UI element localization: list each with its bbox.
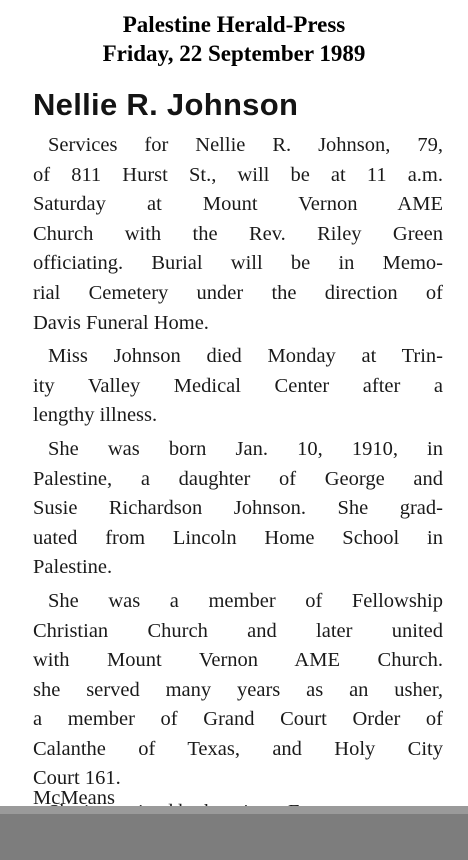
article-line: lengthy illness.: [33, 404, 158, 427]
article-line: She was born Jan. 10, 1910, in: [48, 437, 443, 460]
article-line: Palestine, a daughter of George and: [33, 467, 443, 490]
article-line: Susie Richardson Johnson. She grad-: [33, 497, 443, 520]
article-line: She was a member of Fellowship: [48, 589, 443, 612]
article-line: with Mount Vernon AME Church.: [33, 649, 443, 672]
publication-date: Friday, 22 September 1989: [102, 41, 366, 66]
article-line: Calanthe of Texas, and Holy City: [33, 737, 443, 760]
article-line: rial Cemetery under the direction of: [33, 281, 443, 304]
article-body: [33, 131, 443, 832]
masthead: [0, 10, 468, 68]
article-line: Miss Johnson died Monday at Trin-: [48, 345, 443, 368]
article-line: Davis Funeral Home.: [33, 311, 209, 334]
article-line: she served many years as an usher,: [33, 678, 443, 701]
article-line: Christian Church and later united: [33, 619, 443, 642]
scan-cutoff-edge: [0, 806, 468, 814]
article-line: Services for Nellie R. Johnson, 79,: [48, 134, 443, 156]
article-line: ity Valley Medical Center after a: [33, 374, 443, 397]
article-paragraph: [33, 131, 443, 338]
article-line: Saturday at Mount Vernon AME: [33, 193, 443, 216]
newspaper-name: Palestine Herald-Press: [122, 12, 346, 37]
article-line: officiating. Burial will be in Memo-: [33, 252, 443, 275]
article-paragraph: [33, 342, 443, 431]
article-line: uated from Lincoln Home School in: [33, 526, 443, 549]
article-paragraph: [33, 587, 443, 794]
article-line: Court 161.: [33, 767, 121, 790]
obituary-headline: Nellie R. Johnson: [33, 87, 299, 122]
scan-cutoff-band: [0, 806, 468, 860]
article-line: Palestine.: [33, 556, 113, 579]
article-line: a member of Grand Court Order of: [33, 708, 443, 731]
cut-off-line: McMeans: [33, 787, 115, 806]
article-line: of 811 Hurst St., will be at 11 a.m.: [33, 163, 443, 186]
article-line: Church with the Rev. Riley Green: [33, 222, 443, 245]
article-paragraph: [33, 435, 443, 583]
